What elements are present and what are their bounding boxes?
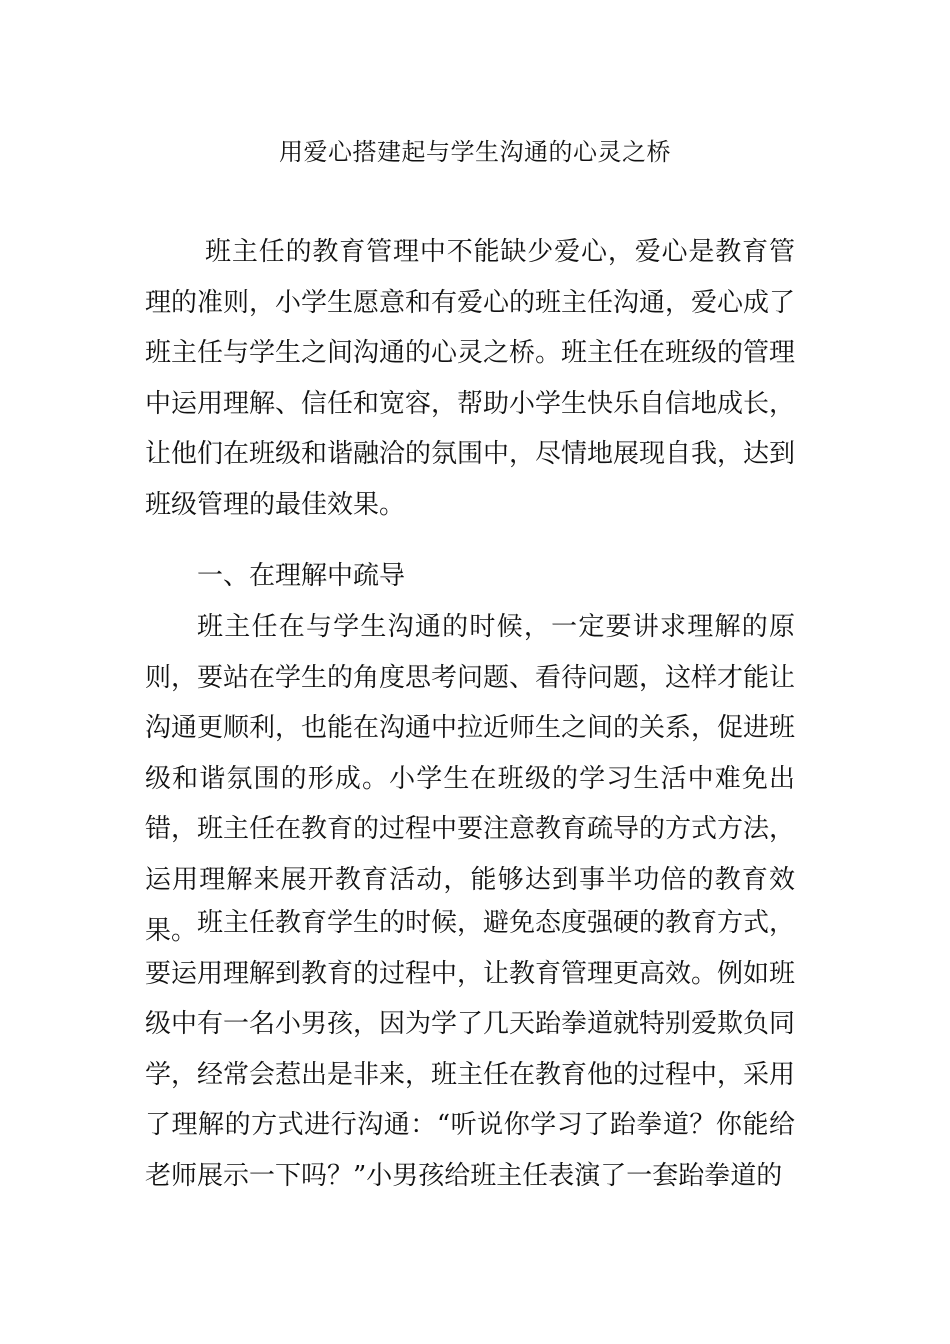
document-title: 用爱心搭建起与学生沟通的心灵之桥 bbox=[279, 138, 671, 166]
section-heading: 一、在理解中疏导 bbox=[197, 561, 406, 591]
body-paragraph: 班主任教育学生的时候，避免态度强硬的教育方式，要运用理解到教育的过程中，让教育管理更高效。例如班级中有一名小男孩，因为学了几天跆拳道就特别爱欺负同学，经常会惹出是非来，班主任在教育他的过程中，采用了理解的方式进行沟通：“听说你学习了跆拳道？你能给老师展示一下吗？”小男孩给班主任表演了一套跆拳道的 bbox=[145, 908, 796, 1191]
body-paragraph: 班主任在与学生沟通的时候，一定要讲求理解的原则，要站在学生的角度思考问题、看待问题，这样才能让沟通更顺利，也能在沟通中拉近师生之间的关系，促进班级和谐氛围的形成。小学生在班级的学习生活中难免出错，班主任在教育的过程中要注意教育疏导的方式方法，运用理解来展开教育活动，能够达到事半功倍的教育效果。 bbox=[145, 612, 796, 946]
intro-paragraph: 班主任的教育管理中不能缺少爱心，爱心是教育管理的准则，小学生愿意和有爱心的班主任沟通，爱心成了班主任与学生之间沟通的心灵之桥。班主任在班级的管理中运用理解、信任和宽容，帮助小学生快乐自信地成长，让他们在班级和谐融洽的氛围中，尽情地展现自我，达到班级管理的最佳效果。 bbox=[145, 237, 796, 520]
